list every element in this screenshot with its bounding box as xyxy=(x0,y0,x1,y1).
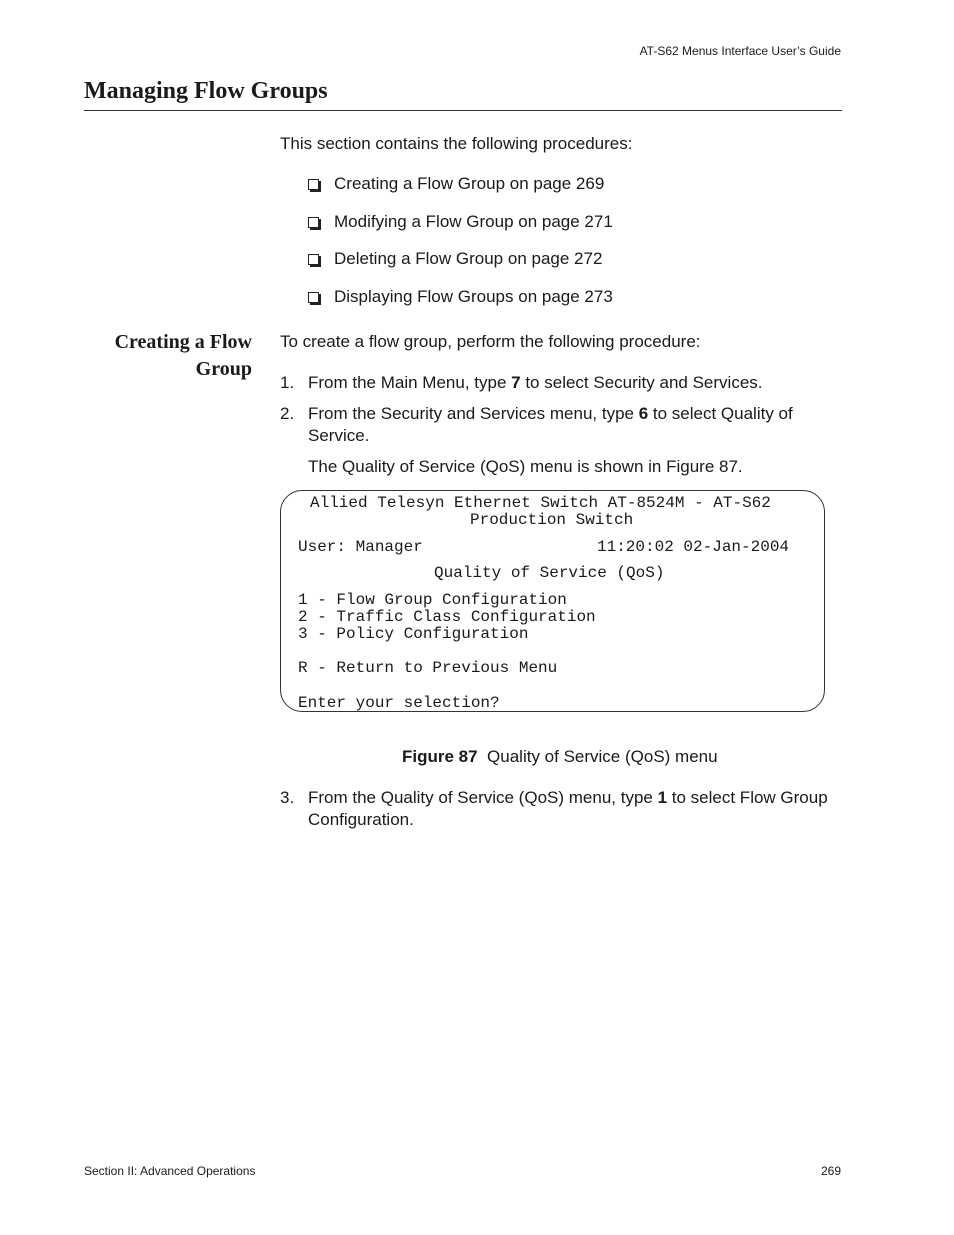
terminal-option: 3 - Policy Configuration xyxy=(298,625,529,643)
procedure-link[interactable]: Creating a Flow Group on page 269 xyxy=(334,174,605,193)
step-text: From the Security and Services menu, type 6 to select Quality of Service. xyxy=(308,404,793,445)
terminal-prompt: Enter your selection? xyxy=(298,694,500,712)
procedure-item xyxy=(308,173,604,195)
procedure-link[interactable]: Deleting a Flow Group on page 272 xyxy=(334,249,603,268)
step-note: The Quality of Service (QoS) menu is shown in Figure 87. xyxy=(308,457,743,476)
step-text: From the Main Menu, type 7 to select Security and Services. xyxy=(308,373,763,392)
procedure-item xyxy=(308,286,613,308)
terminal-screen xyxy=(280,490,825,712)
step-number: 2. xyxy=(280,404,295,423)
terminal-banner: Allied Telesyn Ethernet Switch AT-8524M - AT-S62 xyxy=(310,494,771,512)
step-number: 1. xyxy=(280,373,295,392)
step-text: From the Quality of Service (QoS) menu, type 1 to select Flow Group Configuration. xyxy=(308,788,828,829)
checkbox-bullet-icon xyxy=(308,217,319,228)
checkbox-bullet-icon xyxy=(308,292,319,303)
terminal-option: 2 - Traffic Class Configuration xyxy=(298,608,596,626)
procedure-link[interactable]: Displaying Flow Groups on page 273 xyxy=(334,287,613,306)
step-key: 7 xyxy=(511,373,521,392)
terminal-datetime: 11:20:02 02-Jan-2004 xyxy=(597,538,790,556)
figure-caption-text: Quality of Service (QoS) menu xyxy=(487,747,718,766)
subsection-heading-line2: Group xyxy=(195,358,252,380)
subsection-intro: To create a flow group, perform the following procedure: xyxy=(280,332,701,351)
page-number: 269 xyxy=(820,1164,841,1178)
title-rule xyxy=(84,110,842,111)
section-title: Managing Flow Groups xyxy=(84,78,328,104)
step-number: 3. xyxy=(280,788,295,807)
procedure-item xyxy=(308,211,613,233)
terminal-option: 1 - Flow Group Configuration xyxy=(298,591,567,609)
step-key: 6 xyxy=(638,404,649,423)
procedure-step xyxy=(280,372,840,394)
checkbox-bullet-icon xyxy=(308,254,319,265)
subsection-heading-line1: Creating a Flow xyxy=(114,331,252,353)
terminal-user: User: Manager xyxy=(298,538,423,556)
procedure-step xyxy=(280,403,840,447)
terminal-menu-title: Quality of Service (QoS) xyxy=(434,564,665,582)
figure-caption xyxy=(402,746,718,768)
procedure-link[interactable]: Modifying a Flow Group on page 271 xyxy=(334,212,613,231)
procedure-step xyxy=(280,787,840,831)
figure-label: Figure 87 xyxy=(402,747,478,766)
checkbox-bullet-icon xyxy=(308,179,319,190)
step-key: 1 xyxy=(657,788,668,807)
running-header: AT-S62 Menus Interface User’s Guide xyxy=(639,44,841,58)
section-intro: This section contains the following procedures: xyxy=(280,134,633,153)
subsection-heading xyxy=(84,329,252,383)
procedure-item xyxy=(308,248,602,270)
footer-section: Section II: Advanced Operations xyxy=(84,1164,256,1178)
terminal-switch-name: Production Switch xyxy=(470,511,634,529)
terminal-return-option: R - Return to Previous Menu xyxy=(298,659,558,677)
